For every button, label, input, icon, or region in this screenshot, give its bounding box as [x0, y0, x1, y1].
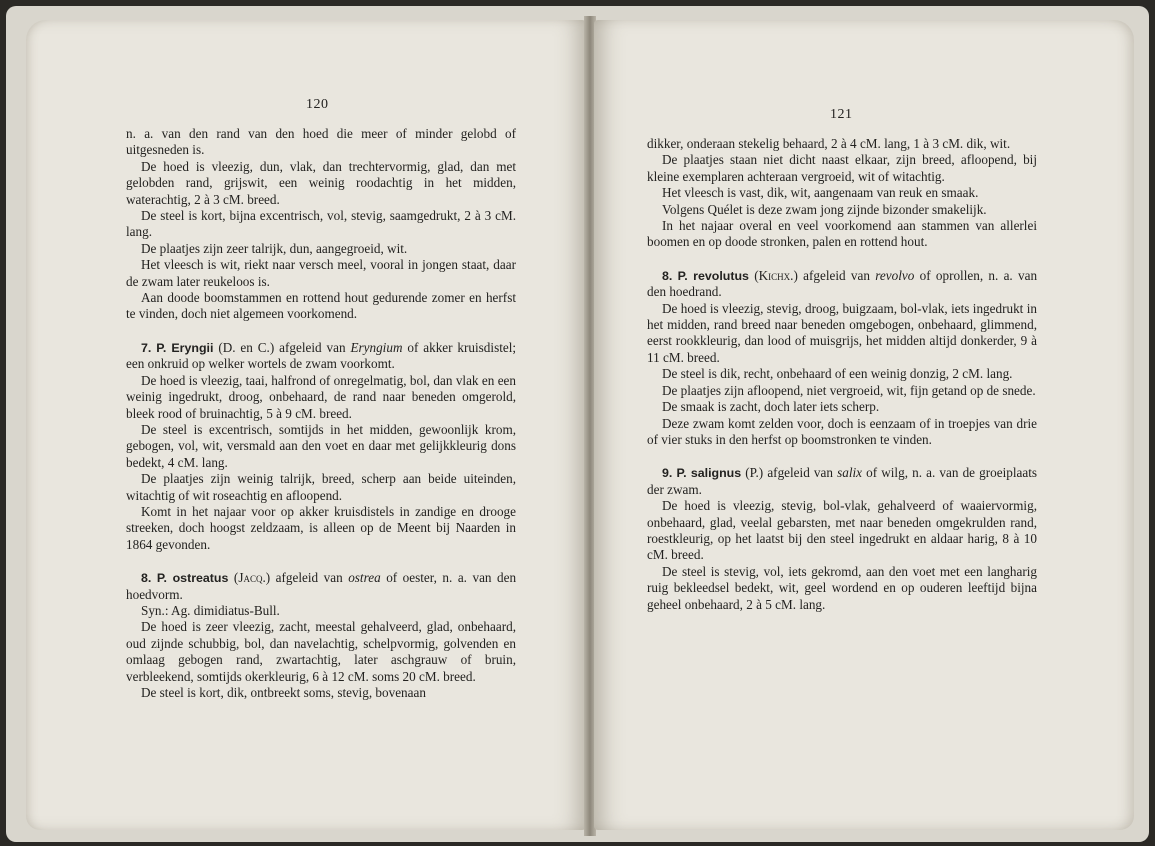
page-number-left: 120 — [306, 97, 329, 112]
book — [6, 6, 1149, 842]
species-heading-rest: of oprollen, n. a. van den hoedrand. — [647, 267, 1038, 300]
left-page — [26, 20, 586, 830]
species-name: P. salignus — [676, 466, 742, 481]
paragraph: De plaatjes zijn afloopend, niet vergroeid, wit, fijn getand op de snede. — [662, 382, 1036, 398]
paragraph: De steel is kort, dik, ontbreekt soms, stevig, bovenaan — [141, 685, 426, 700]
paragraph: Volgens Quélet is deze zwam jong zijnde bizonder smakelijk. — [662, 201, 987, 217]
species-name: P. ostreatus — [156, 571, 229, 586]
species-heading-salignus — [647, 465, 1037, 498]
paragraph: De steel is dik, recht, onbehaard of een weinig donzig, 2 cM. lang. — [662, 366, 1013, 382]
species-heading-mid: afgeleid van — [803, 267, 870, 283]
synonym: Syn.: Ag. dimidiatus-Bull. — [141, 602, 280, 618]
paragraph: De hoed is vleezig, stevig, bol-vlak, gehalveerd of waaiervormig, onbehaard, glad, veelal gebarsten, met naar beneden omgekrulden rand, roestkleurig, op het laatst bij den steel ingedrukt en aldaar harig, 8 à 10 cM. breed. — [647, 498, 1037, 563]
species-heading-eryngii — [126, 340, 516, 373]
paragraph: De hoed is vleezig, stevig, droog, buigzaam, bol-vlak, iets ingedrukt in het midden, rand breed naar beneden omgebogen, onbehaard, glimmend, eerst rookkleurig, dan lood of muisgrijs, het midden altijd donkerder, 9 à 11 cM. breed. — [647, 300, 1037, 365]
paragraph: Komt in het najaar voor op akker kruisdistels in zandige en drooge streeken, doch hoogst zeldzaam, is alleen op de Meent bij Naarden in 1864 gevonden. — [126, 503, 516, 552]
right-page-text — [647, 136, 1037, 613]
left-page-text — [126, 126, 516, 701]
paragraph: Deze zwam komt zelden voor, doch is eenzaam of in troepjes van drie of vier stuks in den herfst op boomstronken te vinden. — [647, 415, 1037, 447]
species-number: 7. — [141, 340, 152, 355]
paragraph: n. a. van den rand van den hoed die meer of minder gelobd of uitgesneden is. — [126, 126, 516, 158]
paragraph: Het vleesch is wit, riekt naar versch meel, vooral in jongen staat, daar de zwam later reukeloos is. — [126, 257, 516, 289]
paragraph: De smaak is zacht, doch later iets scherp. — [662, 399, 880, 415]
species-author: (D. en C.) afgeleid van — [218, 339, 346, 355]
species-author: (P.) afgeleid van — [745, 465, 833, 481]
paragraph: Het vleesch is vast, dik, wit, aangenaam van reuk en smaak. — [662, 185, 979, 201]
paragraph: De plaatjes zijn zeer talrijk, dun, aangegroeid, wit. — [141, 240, 408, 256]
species-etymology: revolvo — [875, 267, 915, 283]
species-heading-rest: of wilg, n. a. van de groeiplaats der zwam. — [647, 465, 1037, 497]
species-heading-rest: of akker kruisdistel; een onkruid op welker wortels de zwam voorkomt. — [126, 339, 517, 372]
species-heading-revolutus — [647, 268, 1037, 301]
species-number: 8. — [141, 571, 152, 586]
paragraph: De plaatjes zijn weinig talrijk, breed, scherp aan beide uiteinden, witachtig of wit roseachtig en afloopend. — [126, 471, 516, 503]
paragraph: De hoed is vleezig, taai, halfrond of onregelmatig, bol, dan vlak en een weinig ingedrukt, droog, onbehaard, de rand naar beneden omgerold, bleek rood of bruinachtig, 5 à 9 cM. breed. — [126, 372, 516, 421]
paragraph: De steel is stevig, vol, iets gekromd, aan den voet met een langharig ruig bekleedsel bedekt, wit, geel wordend en op ouderen leeftijd bijna geheel onbehaard, 2 à 5 cM. lang. — [647, 563, 1037, 612]
species-heading-ostreatus — [126, 570, 516, 603]
page-number-right: 121 — [830, 107, 853, 122]
paragraph: De hoed is zeer vleezig, zacht, meestal gehalveerd, glad, onbehaard, oud zijnde schubbig, bol, dan navelachtig, schelpvormig, golvenden en omlaag gebogen rand, zwartachtig, later aschgrauw of bruin, verbleekend, somtijds okerkleurig, 6 à 12 cM. soms 20 cM. breed. — [126, 619, 516, 684]
species-etymology: salix — [837, 465, 863, 481]
paragraph: De steel is excentrisch, somtijds in het midden, gewoonlijk krom, gebogen, vol, wit, versmald aan den voet en daar met gelijkkleurig dons bedekt, 4 cM. lang. — [126, 421, 516, 470]
paragraph: dikker, onderaan stekelig behaard, 2 à 4 cM. lang, 1 à 3 cM. dik, wit. — [647, 136, 1011, 151]
paragraph: De steel is kort, bijna excentrisch, vol, stevig, saamgedrukt, 2 à 3 cM. lang. — [126, 208, 516, 240]
species-name: P. revolutus — [677, 268, 749, 283]
species-name: P. Eryngii — [156, 340, 214, 355]
right-page — [594, 20, 1134, 830]
species-etymology: Eryngium — [350, 339, 403, 355]
paragraph: De plaatjes staan niet dicht naast elkaar, zijn breed, afloopend, bij kleine exemplaren achteraan vergroeid, wit of witachtig. — [647, 152, 1037, 184]
species-heading-rest: of oester, n. a. van den hoedvorm. — [126, 570, 517, 602]
species-author: (Kichx.) — [754, 267, 798, 283]
species-author: (Jacq.) — [233, 570, 271, 586]
paragraph: De hoed is vleezig, dun, vlak, dan trechtervormig, glad, dan met gelobden rand, grijswit, een weinig roodachtig in het midden, waterachtig, 2 à 3 cM. breed. — [126, 158, 516, 207]
paragraph: In het najaar overal en veel voorkomend aan stammen van allerlei boomen en op doode stronken, palen en rottend hout. — [647, 218, 1037, 250]
species-etymology: ostrea — [348, 570, 381, 586]
species-heading-mid: afgeleid van — [275, 570, 343, 586]
species-number: 8. — [662, 268, 673, 283]
species-number: 9. — [662, 466, 673, 481]
paragraph: Aan doode boomstammen en rottend hout gedurende zomer en herfst te vinden, doch niet algemeen voorkomend. — [126, 290, 516, 322]
